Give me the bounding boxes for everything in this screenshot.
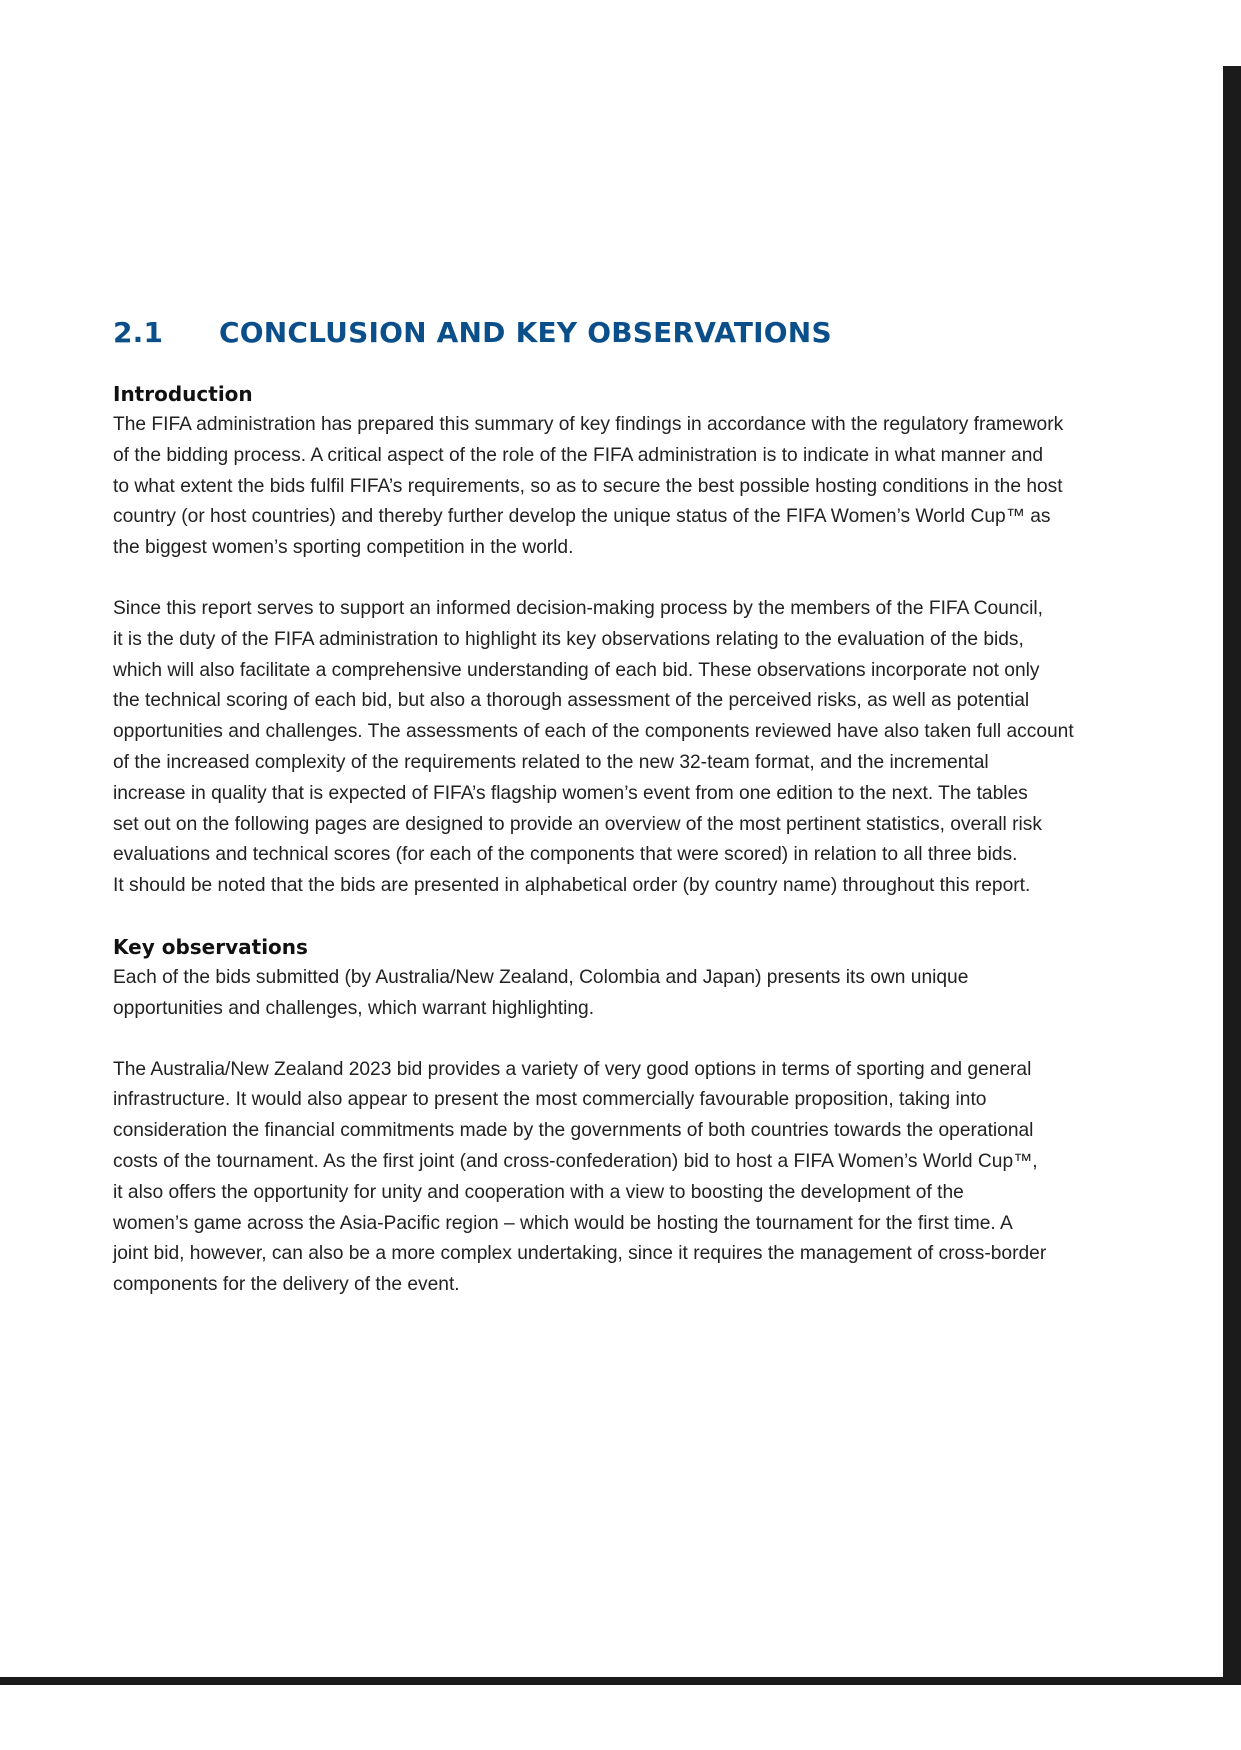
section-heading [113,316,1113,349]
introduction-paragraph-2: Since this report serves to support an informed decision-making process by the members of the FIFA Council, it is the duty of the FIFA administration to highlight its key observations relating to the evaluation of the bids, which will also facilitate a comprehensive understanding of each bid. These observations incorporate not only the technical scoring of each bid, but also a thorough assessment of the perceived risks, as well as potential opportunities and challenges. The assessments of each of the components reviewed have also taken full account of the increased complexity of the requirements related to the new 32-team format, and the incremental increase in quality that is expected of FIFA’s flagship women’s event from one edition to the next. The tables set out on the following pages are designed to provide an overview of the most pertinent statistics, overall risk evaluations and technical scores (for each of the components that were scored) in relation to all three bids. It should be noted that the bids are presented in alphabetical order (by country name) throughout this report. [113,597,1074,897]
key-observations-heading: Key observations [113,934,308,959]
key-observations-paragraph-2: The Australia/New Zealand 2023 bid provides a variety of very good options in terms of sporting and general infrastructure. It would also appear to present the most commercially favourable proposition, taking into consideration the financial commitments made by the governments of both countries towards the operational costs of the tournament. As the first joint (and cross-confederation) bid to host a FIFA Women’s World Cup™, it also offers the opportunity for unity and cooperation with a view to boosting the development of the women’s game across the Asia-Pacific region – which would be hosting the tournament for the first time. A joint bid, however, can also be a more complex undertaking, since it requires the management of cross-border components for the delivery of the event. [113,1058,1047,1296]
introduction-paragraph-1: The FIFA administration has prepared this summary of key findings in accordance with the regulatory framework of the bidding process. A critical aspect of the role of the FIFA administration is to indicate in what manner and to what extent the bids fulfil FIFA’s requirements, so as to secure the best possible hosting conditions in the host country (or host countries) and thereby further develop the unique status of the FIFA Women’s World Cup™ as the biggest women’s sporting competition in the world. [113,414,1064,559]
paragraph-gap [113,564,1113,594]
introduction-heading: Introduction [113,382,253,406]
paragraph-gap [113,1025,1113,1055]
page-edge-right [1223,66,1241,1684]
section-title: CONCLUSION AND KEY OBSERVATIONS [219,316,832,349]
section-number: 2.1 [113,316,164,349]
key-observations-paragraph-1: Each of the bids submitted (by Australia/New Zealand, Colombia and Japan) presents its own unique opportunities and challenges, which warrant highlighting. [113,966,969,1019]
page-edge-bottom [0,1677,1241,1685]
paragraph-gap [113,902,1113,932]
page-content [113,316,1113,1301]
